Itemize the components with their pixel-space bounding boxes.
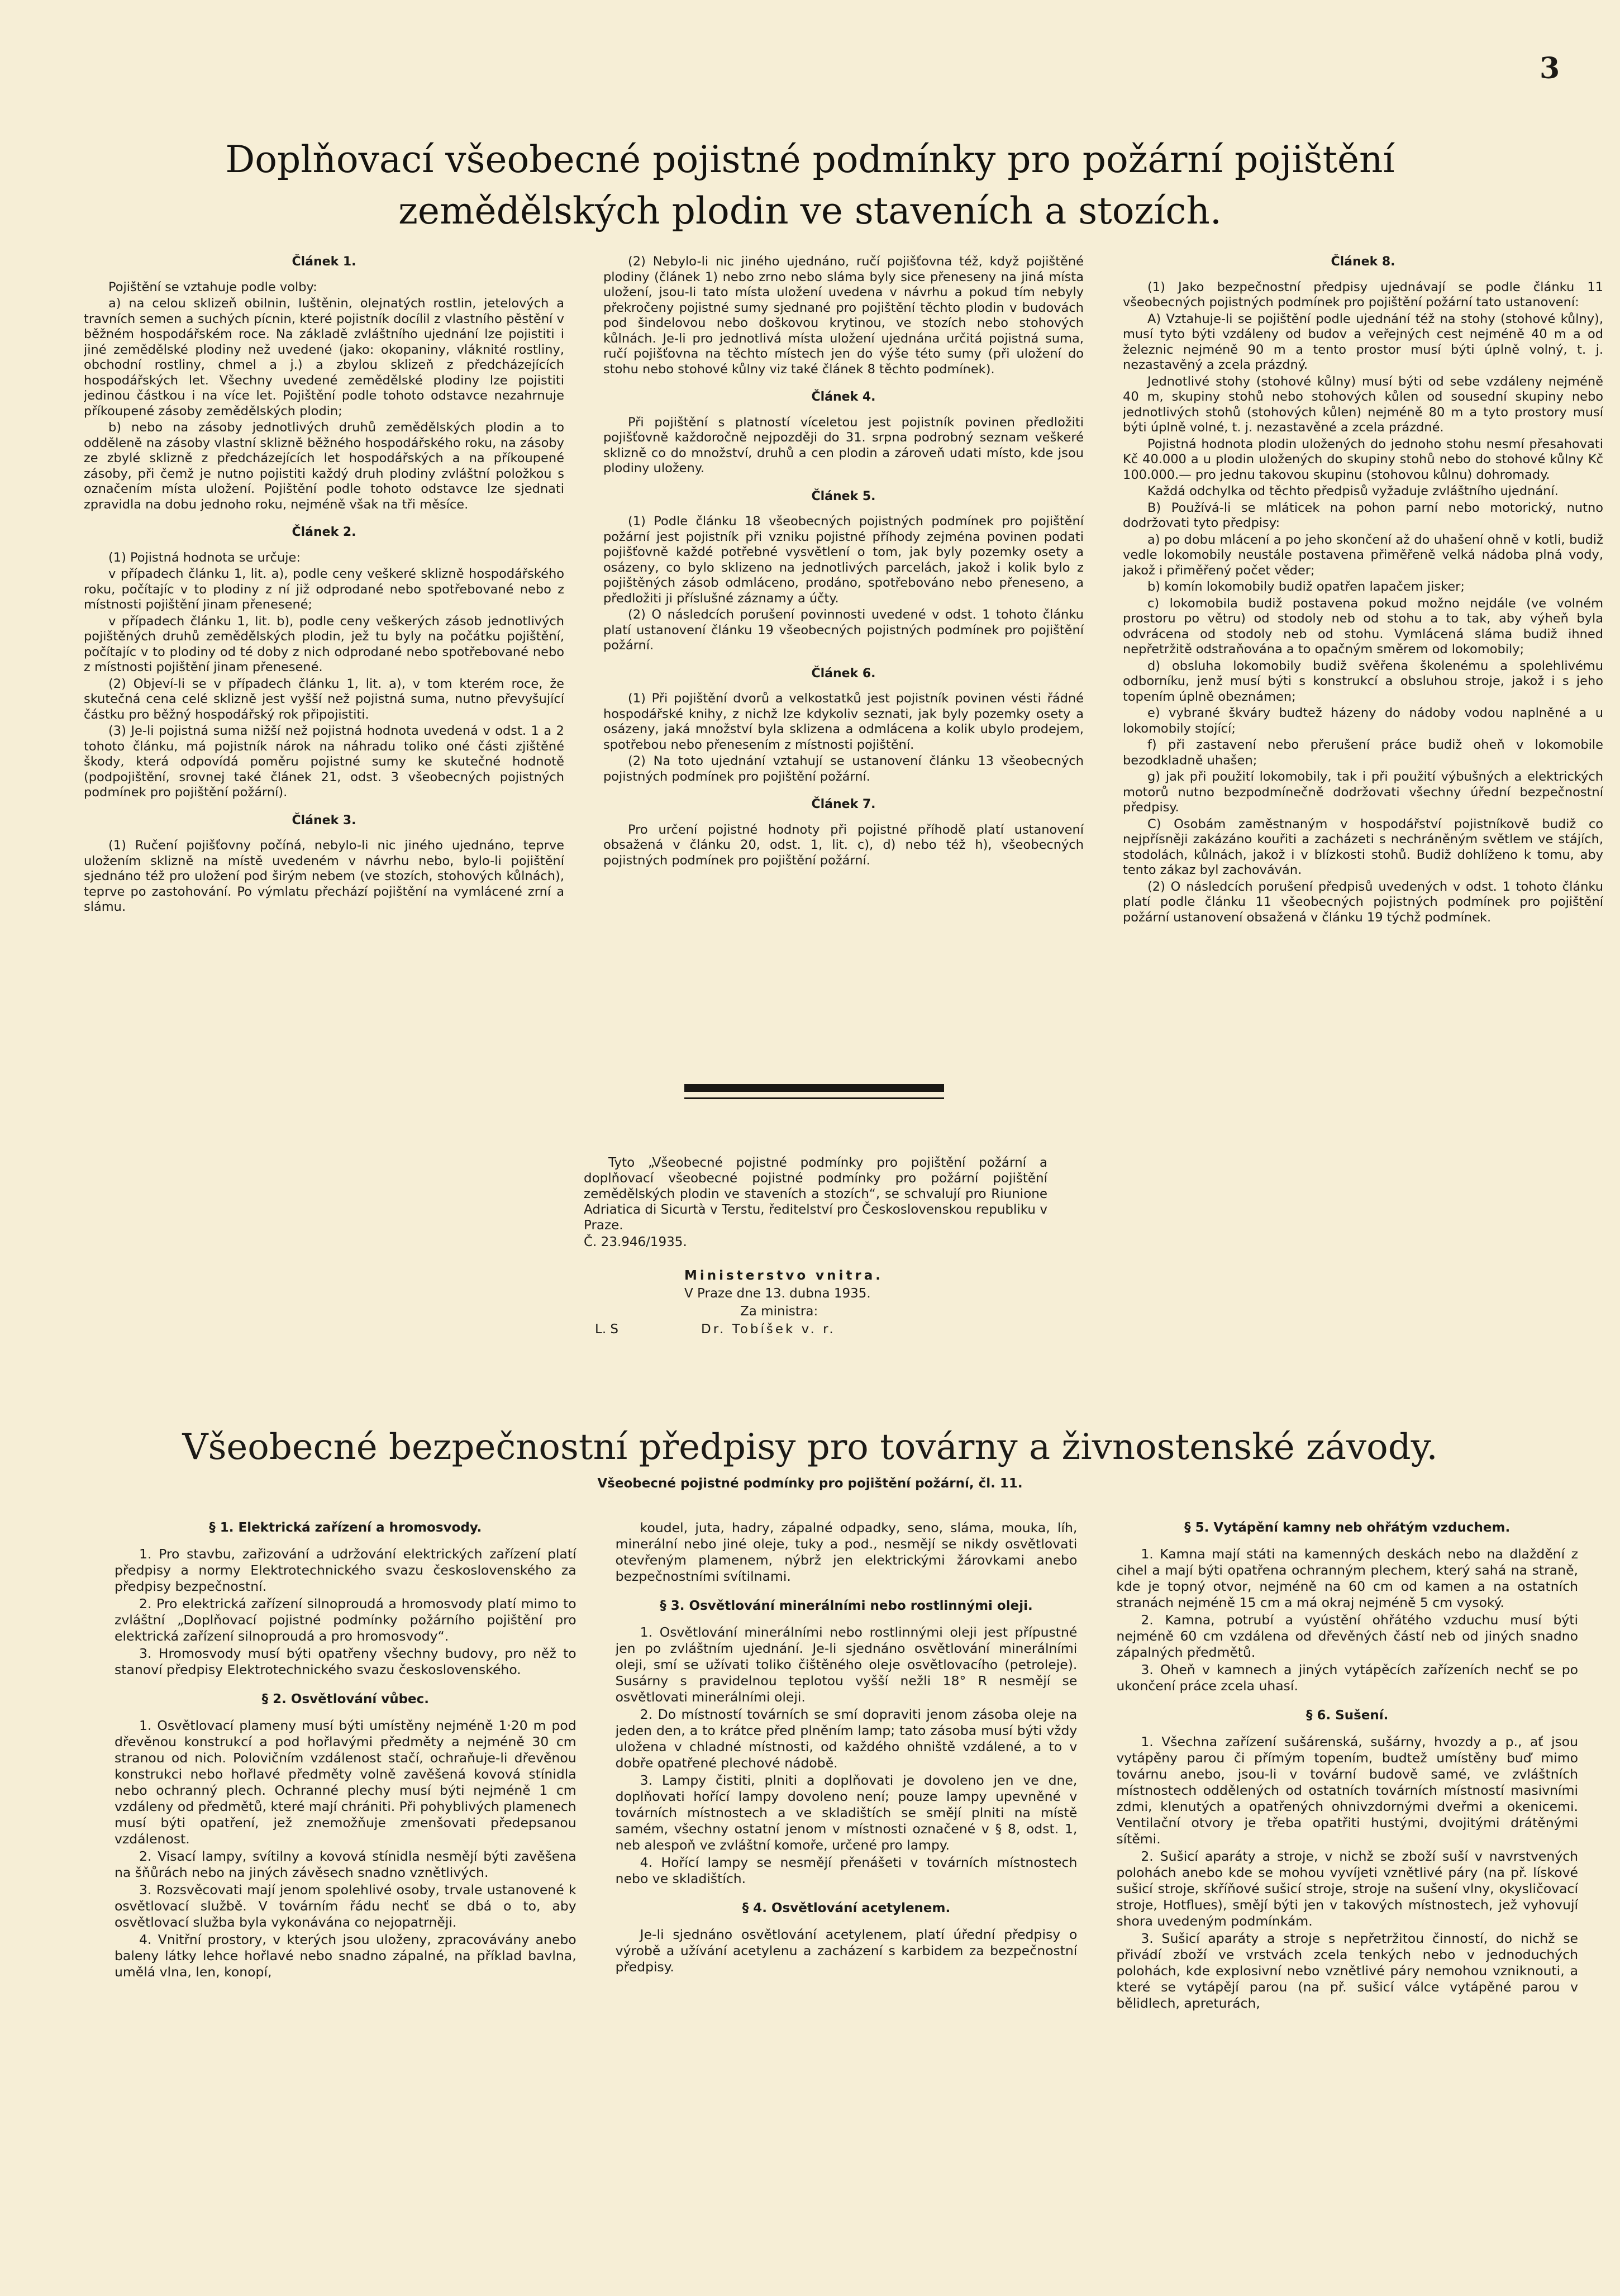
paragraph: 1. Všechna zařízení sušárenská, sušárny, hvozdy a p., ať jsou vytápěny parou či přímým topením, budtež umístěny buď mimo továrnu anebo, jsou-li v tovární budově samé, ve zvláštních místnostech oddělených od ostatních továrních místností masivními zdmi, klenutých a opatřených ohnivzdornými dveřmi a okenicemi. Ventilační otvory je třeba opatřiti hustými, dvojitými drátěnými sítěmi.: [1116, 1734, 1579, 1847]
paragraph: Je-li sjednáno osvětlování acetylenem, platí úřední předpisy o výrobě a užívání acetylenu a zacházení s karbidem za bezpečnostní předpisy.: [615, 1927, 1078, 1975]
section-heading: Článek 3.: [292, 813, 356, 828]
paragraph: 1. Osvětlování minerálními nebo rostlinnými oleji jest přípustné jen po zvláštním ujednání. Je-li sjednáno osvětlování minerálními oleji, smí se užívati toliko čištěného oleje osvětlovacího (petroleje). Susárny s pravidelnou teplotou vyšší nežli 18° R nesmějí se osvětlovati minerálními oleji.: [615, 1624, 1078, 1705]
paragraph: g) jak při použití lokomobily, tak i při použití výbušných a elektrických motorů nutno bezpodmínečně dodržovati všechny úřední bezpečnostní předpisy.: [1123, 769, 1603, 815]
paragraph: 3. Hromosvody musí býti opatřeny všechny budovy, pro něž to stanoví předpisy Elektrotechnického svazu československého.: [115, 1646, 576, 1677]
paragraph: (2) Objeví-li se v případech článku 1, lit. a), v tom kterém roce, že skutečná cena celé sklizně jest vyšší než pojistná suma, nutno převyšující částku pro běžný hospodářský rok připojistiti.: [84, 676, 564, 722]
paragraph: Každá odchylka od těchto předpisů vyžaduje zvláštního ujednání.: [1147, 484, 1559, 498]
paragraph: c) lokomobila budiž postavena pokud možno nejdále (ve volném prostoru po větru) od stodoly neb od stohu a to tak, aby výheň byla odvrácena od stodoly neb od stohu. Vymlácená sláma budiž ihned nepřetržitě odstraňována a to opačným směrem od lokomobily;: [1123, 596, 1603, 657]
section-heading: § 4. Osvětlování acetylenem.: [742, 1901, 951, 1915]
separator-rule-thick: [684, 1084, 944, 1092]
ministry-signature-block: [584, 1267, 1047, 1338]
paragraph: (2) O následcích porušení povinnosti uvedené v odst. 1 tohoto článku platí ustanovení článku 19 všeobecných pojistných podmínek pro pojištění požární.: [603, 607, 1084, 653]
paragraph: 2. Kamna, potrubí a vyústění ohřátého vzduchu musí býti nejméně 60 cm vzdálena od dřevěných částí neb od jiných snadno zápalných předmětů.: [1116, 1612, 1579, 1660]
safety-rules-title: Všeobecné bezpečnostní předpisy pro továrny a živnostenské závody.: [182, 1427, 1438, 1468]
paragraph: A) Vztahuje-li se pojištění podle ujednání též na stohy (stohové kůlny), musí tyto býti vzdáleny od budov a veřejných cest nejméně 40 m a od železnic nejméně 90 m a tento prostor musí býti úplně volný, t. j. nezastavěný a zcela prázdný.: [1123, 311, 1603, 372]
paragraph: 3. Oheň v kamnech a jiných vytápěcích zařízeních nechť se po ukončení práce zcela uhasí.: [1116, 1662, 1579, 1694]
paragraph: 2. Do místností továrních se smí dopraviti jenom zásoba oleje na jeden den, a to krátce před plněním lamp; tato zásoba musí býti vždy uložena v chladné místnosti, od každého ohniště vzdálené, a to v dobře opatřené plechové nádobě.: [615, 1706, 1078, 1771]
paragraph: b) nebo na zásoby jednotlivých druhů zemědělských plodin a to odděleně na zásoby vlastní sklizně běžného hospodářského roku, na zásoby ze zbylé sklizně z předcházejících let hospodářských a na příkoupené zásoby, při čemž je nutno pojistiti každý druh plodiny zvláštní položkou s označením místa uložení. Pojištění podle tohoto odstavce lze sjednati zpravidla na dobu jednoho roku, nejméně však na tři měsíce.: [84, 420, 564, 512]
paragraph: a) na celou sklizeň obilnin, luštěnin, olejnatých rostlin, jetelových a travních semen a suchých pícnin, které pojistník docílil z vlastního pěstění v běžném hospodářském roce. Na základě zvláštního ujednání lze pojistiti i jiné zemědělské plodiny než uvedené (jako: okopaniny, vláknité rostliny, obchodní rostliny, chmel a j.) a zbylou sklizeň z předcházejících hospodářských let. Všechny uvedené zemědělské plodiny lze pojistiti jedinou částkou i na více let. Pojištění podle tohoto odstavce nezahrnuje příkoupené zásoby zemědělských plodin;: [84, 296, 564, 419]
approval-number: Č. 23.946/1935.: [584, 1235, 687, 1249]
text-section: [603, 797, 1084, 868]
paragraph: d) obsluha lokomobily budiž svěřena školenému a spolehlivému odborníku, jenž musí býti s konstrukcí a obsluhou stroje, jakož i s jeho topením úplně obeznámen;: [1123, 658, 1603, 704]
section-heading: § 1. Elektrická zařízení a hromosvody.: [209, 1520, 482, 1535]
text-section: [115, 1691, 576, 1980]
section-heading: Článek 5.: [811, 489, 876, 503]
approval-date: V Praze dne 13. dubna 1935.: [684, 1286, 871, 1301]
paragraph: v případech článku 1, lit. b), podle ceny veškerých zásob jednotlivých pojištěných druhů zemědělských plodin, jež tu byly na počátku pojištění, počítajíc v to plodiny od té doby z nich odprodané nebo spotřebované nebo z místnosti pojištění jinam přenesené.: [84, 614, 564, 674]
approval-block: [584, 1155, 1047, 1338]
paragraph: Jednotlivé stohy (stohové kůlny) musí býti od sebe vzdáleny nejméně 40 m, skupiny stohů nebo stohových kůlen od sousední skupiny nebo jednotlivých stohů (stohových kůlen) nejméně 80 m a tyto prostory musí býti úplně volné, t. j. nezastavěné a zcela prázdné.: [1123, 374, 1603, 435]
paragraph: Pojistná hodnota plodin uložených do jednoho stohu nesmí přesahovati Kč 40.000 a u plodin uložených do skupiny stohů nebo do stohové kůlny Kč 100.000.— pro jednu takovou skupinu (stohovou kůlnu) dohromady.: [1123, 436, 1603, 482]
text-column: [84, 254, 564, 1076]
text-section: [84, 525, 564, 801]
text-section: [1116, 1520, 1578, 1694]
paragraph: 4. Vnitřní prostory, v kterých jsou uloženy, zpracovávány anebo baleny látky lehce hořlavé nebo snadno zápalné, na příklad bavlna, umělá vlna, len, konopí,: [115, 1932, 576, 1980]
title-line-1: Doplňovací všeobecné pojistné podmínky pro požární pojištění: [225, 138, 1395, 181]
paragraph: (1) Ručení pojišťovny počíná, nebylo-li nic jiného ujednáno, teprve uložením sklizně na místě uvedeném v návrhu nebo, bylo-li pojištění sjednáno též pro uložení pod širým nebem (ve stozích, stohových kůlnách), teprve po zastohování. Po výmlatu přechází pojištění na vymlácené zrní a slámu.: [84, 838, 564, 914]
section-heading: Článek 6.: [811, 666, 876, 681]
paragraph: (1) Při pojištění dvorů a velkostatků jest pojistník povinen vésti řádné hospodářské knihy, z nichž lze kdykoliv seznati, jak byly pozemky osety a osázeny, jaká množství byla sklizena a odmlácena a kolik ubylo prodejem, spotřebou nebo přenesením z místnosti pojištění.: [603, 691, 1084, 752]
text-section: [1116, 1708, 1578, 2012]
paragraph: a) po dobu mlácení a po jeho skončení až do uhašení ohně v kotli, budiž vedle lokomobily neustále postavena přiměřeně velká nádoba plná vody, jakož i přiměřený počet věder;: [1123, 532, 1603, 578]
text-section: [616, 1520, 1078, 1585]
paragraph: B) Používá-li se mláticek na pohon parní nebo motorický, nutno dodržovati tyto předpisy:: [1123, 500, 1603, 530]
paragraph: 2. Visací lampy, svítilny a kovová stínidla nesmějí býti zavěšena na šňůrách nebo na jiných závěsech snadno vznětlivých.: [115, 1848, 576, 1880]
ministry-name: Ministerstvo vnitra.: [684, 1268, 883, 1283]
paragraph: 4. Hořící lampy se nesmějí přenášeti v továrních místnostech nebo ve skladištích.: [615, 1855, 1078, 1886]
paragraph: (2) O následcích porušení předpisů uvedených v odst. 1 tohoto článku platí podle článku 11 všeobecných pojistných podmínek pro pojištění požární ustanovení obsažená v článku 19 týchž podmínek.: [1123, 879, 1603, 925]
paragraph: 3. Rozsvěcovati mají jenom spolehlivé osoby, trvale ustanovené k osvětlovací službě. V továrním řádu nechť se dbá o to, aby osvětlovací služba byla vykonávána co nejopatrněji.: [115, 1882, 576, 1930]
seal-mark: L. S: [595, 1322, 619, 1337]
paragraph: 1. Kamna mají státi na kamenných deskách nebo na dlaždění z cihel a mají býti opatřena ochranným plechem, který sahá na straně, kde je topný otvor, nejméně na 60 cm od kamen a na ostatních stranách nejméně 15 cm a má okraj nejméně 5 cm vysoký.: [1116, 1546, 1579, 1610]
paragraph: v případech článku 1, lit. a), podle ceny veškeré sklizně hospodářského roku, počítajíc v to plodiny z ní již odprodané nebo spotřebované nebo z místnosti pojištění jinam přenesené;: [84, 567, 564, 612]
paragraph: (1) Podle článku 18 všeobecných pojistných podmínek pro pojištění požární jest pojistník při vzniku pojistné příhody zejména povinen podati pojišťovně každé potřebné vysvětlení o tom, jak byly pozemky osety a osázeny, co bylo sklizeno na jednotlivých parcelách, jakož i kolik bylo z pojištěných zásob odmláceno, prodáno, spotřebováno nebo přeneseno, a předložiti ji příslušné záznamy a účty.: [603, 514, 1084, 606]
page-number: 3: [1540, 51, 1560, 85]
paragraph: (1) Pojistná hodnota se určuje:: [108, 550, 301, 565]
text-section: [603, 489, 1084, 654]
separator-rule-thin: [684, 1097, 944, 1099]
section-heading: Článek 1.: [292, 255, 356, 269]
paragraph: (2) Na toto ujednání vztahují se ustanovení článku 13 všeobecných pojistných podmínek pro pojištění požární.: [603, 754, 1084, 784]
paragraph: 2. Pro elektrická zařízení silnoproudá a hromosvody platí mimo to zvláštní „Doplňovací pojistné podmínky požárního pojištění pro elektrická zařízení silnoproudá a pro hromosvody“.: [115, 1596, 576, 1644]
signatory: Dr. Tobíšek v. r.: [701, 1322, 836, 1337]
paragraph: e) vybrané škváry budtež házeny do nádoby vodou naplněné a u lokomobily stojící;: [1123, 706, 1603, 736]
text-section: [84, 813, 564, 915]
text-section: [1123, 254, 1603, 925]
text-section: [603, 254, 1084, 377]
paragraph: Při pojištění s platností víceletou jest pojistník povinen předložiti pojišťovně každoročně nejpozději do 31. srpna podrobný seznam veškeré sklizně co do množství, druhů a cen plodin a zároveň udati místo, kde jsou plodiny uloženy.: [603, 415, 1084, 476]
paragraph: (3) Je-li pojistná suma nižší než pojistná hodnota uvedená v odst. 1 a 2 tohoto článku, má pojistník nárok na náhradu toliko oné části zjištěné škody, která odpovídá poměru pojistné sumy ke skutečné hodnotě (podpojištění, srovnej také článek 21, odst. 3 všeobecných pojistných podmínek pro pojištění požární).: [84, 724, 564, 800]
section-heading: § 2. Osvětlování vůbec.: [261, 1692, 430, 1706]
for-minister: Za ministra:: [740, 1304, 818, 1319]
text-column: [1123, 254, 1603, 1076]
approval-text: Tyto „Všeobecné pojistné podmínky pro pojištění požární a doplňovací všeobecné pojistné podmínky pro požární pojištění zemědělských plodin ve staveních a stozích“, se schvalují pro Riunione Adriatica di Sicurtà v Terstu, ředitelství pro Československou republiku v Praze.: [584, 1156, 1047, 1233]
text-section: [84, 254, 564, 512]
safety-rules-subtitle: Všeobecné pojistné podmínky pro pojištění požární, čl. 11.: [597, 1476, 1023, 1491]
paragraph: Pojištění se vztahuje podle volby:: [108, 279, 317, 294]
text-column: [115, 1520, 576, 2263]
text-section: [603, 389, 1084, 477]
safety-rules-columns: [115, 1520, 1578, 2263]
paragraph: f) při zastavení nebo přerušení práce budiž oheň v lokomobile bezodkladně uhašen;: [1123, 738, 1603, 768]
section-heading: Článek 2.: [292, 525, 356, 539]
section-heading: § 6. Sušení.: [1305, 1708, 1389, 1723]
paragraph: 1. Osvětlovací plameny musí býti umístěny nejméně 1·20 m pod dřevěnou konstrukcí a pod hořlavými předměty a nejméně 30 cm stranou od nich. Polovičním vzdálenost stačí, ochraňuje-li dřevěnou konstrukci nebo hořlavé předměty volně zavěšená kovová stínidla nebo ochranný plech. Ochranné plechy musí býti nejméně 1 cm vzdáleny od předmětů, které mají chrániti. Při pohyblivých plamenech musí býti opatření, jež znemožňuje zmenšovati předepsanou vzdálenost.: [115, 1718, 576, 1847]
section-heading: § 3. Osvětlování minerálními nebo rostlinnými oleji.: [660, 1599, 1033, 1613]
paragraph: (2) Nebylo-li nic jiného ujednáno, ručí pojišťovna též, když pojištěné plodiny (článek 1) nebo zrno nebo sláma byly sice přeneseny na jiná místa uložení, jsou-li tato místa uložení uvedena v návrhu a pokud tím nebyly překročeny pojistné sumy sjednané pro pojištění těchto plodin v budovách pod šindelovou nebo doškovou krytinou, ve stozích nebo stohových kůlnách. Je-li pro jednotlivá místa uložení ujednána určitá pojistná suma, ručí pojišťovna na těchto místech jen do výše této sumy (při uložení do stohu nebo stohové kůlny viz také článek 8 těchto podmínek).: [603, 254, 1084, 377]
section-heading: Článek 7.: [811, 797, 876, 811]
document-title: [140, 134, 1480, 237]
paragraph: (1) Jako bezpečnostní předpisy ujednávají se podle článku 11 všeobecných pojistných podmínek pro pojištění požární tato ustanovení:: [1123, 279, 1603, 310]
paragraph: 3. Sušicí aparáty a stroje s nepřetržitou činností, do nichž se přivádí zboží ve vrstvách zcela tenkých nebo v jednoduchých polohách, kde explosivní nebo vznětlivé páry nemohou vzniknouti, a které se vytápějí parou (na př. sušicí válce vytápěné parou v bělidlech, apreturách,: [1116, 1931, 1579, 2011]
text-section: [115, 1520, 576, 1678]
paragraph: Pro určení pojistné hodnoty při pojistné příhodě platí ustanovení obsažená v článku 20, odst. 1, lit. c), d) nebo též h), všeobecných pojistných podmínek pro pojištění požární.: [603, 822, 1084, 868]
text-column: [616, 1520, 1078, 2263]
conditions-columns: [84, 254, 1603, 1076]
text-section: [603, 666, 1084, 785]
title-line-2: zemědělských plodin ve staveních a stozích.: [398, 189, 1222, 232]
paragraph: C) Osobám zaměstnaným v hospodářství pojistníkově budiž co nejpřísněji zakázáno kouřiti a zacházeti s nechráněným světlem ve stájích, stodolách, kůlnách, jakož i v blízkosti stohů. Budiž dohlíženo k tomu, aby tento zákaz byl zachováván.: [1123, 816, 1603, 877]
section-heading: § 5. Vytápění kamny neb ohřátým vzduchem.: [1184, 1520, 1511, 1535]
section-heading: Článek 4.: [811, 390, 876, 404]
text-section: [616, 1598, 1078, 1887]
paragraph: 1. Pro stavbu, zařizování a udržování elektrických zařízení platí předpisy a normy Elektrotechnického svazu československého za předpisy bezpečnostní.: [115, 1546, 576, 1594]
paragraph: koudel, juta, hadry, zápalné odpadky, seno, sláma, mouka, líh, minerální nebo jiné oleje, tuky a pod., nesmějí se nikdy osvětlovati otevřeným plamenem, nýbrž jen elektrickými žárovkami anebo bezpečnostními svítilnami.: [615, 1520, 1078, 1584]
paragraph: b) komín lokomobily budiž opatřen lapačem jisker;: [1147, 579, 1465, 594]
paragraph: 2. Sušicí aparáty a stroje, v nichž se zboží suší v navrstvených polohách anebo kde se mohou vyvíjeti vznětlivé páry (na př. lískové sušicí stroje, skříňové sušicí stroje, stroje na sušení vlny, okysličovací stroje, Hotflues), smějí býti jen v takových místnostech, jež vyhovují shora uvedeným podmínkám.: [1116, 1848, 1579, 1929]
signature-row: [584, 1320, 1047, 1338]
text-column: [1116, 1520, 1578, 2263]
text-column: [603, 254, 1084, 1076]
paragraph: 3. Lampy čistiti, plniti a doplňovati je dovoleno jen ve dne, doplňovati hořící lampy dovoleno není; pouze lampy upevněné v továrních místnostech a ve skladištích se smějí plniti na místě samém, všechny ostatní jenom v místnosti označené v § 8, odst. 1, neb alespoň ve zvláštní komoře, určené pro lampy.: [615, 1772, 1078, 1853]
section-heading: Článek 8.: [1331, 255, 1395, 269]
text-section: [616, 1900, 1078, 1975]
